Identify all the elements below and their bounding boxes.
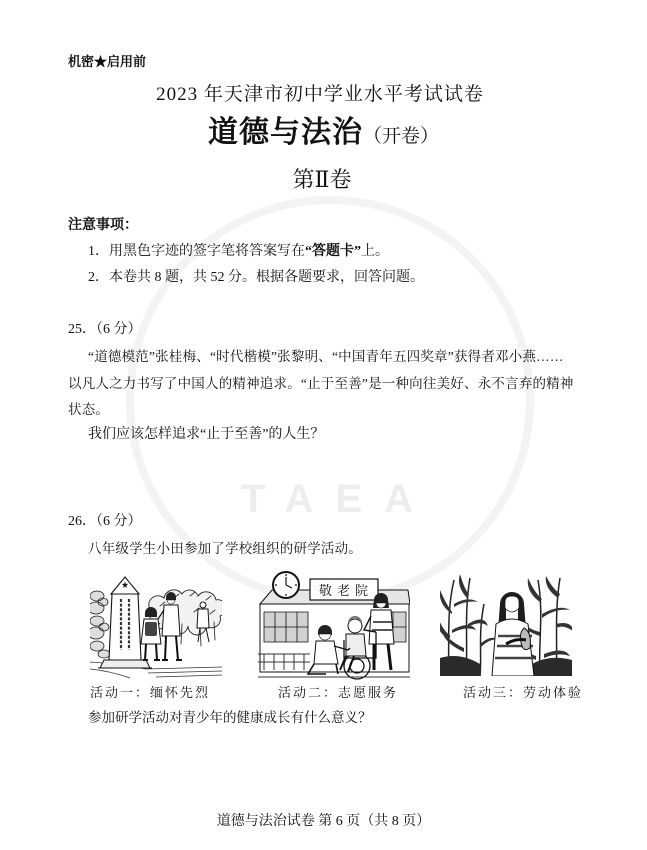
volume-title: 第Ⅱ卷 bbox=[292, 167, 352, 192]
question-25-material-line: 以凡人之力书写了中国人的精神追求。“止于至善”是一种向往美好、永不言弃的精神 bbox=[68, 376, 574, 391]
question-25-material-line: “道德模范”张桂梅、“时代楷模”张黎明、“中国青年五四奖章”获得者邓小燕…… bbox=[88, 349, 564, 364]
illustration-labor-experience bbox=[440, 574, 572, 676]
activity-caption-1: 活动一：缅怀先烈 bbox=[90, 685, 211, 700]
teacher-legs bbox=[162, 636, 182, 660]
watermark-ring bbox=[130, 200, 530, 600]
page-footer: 道德与法治试卷 第 6 页（共 8 页） bbox=[216, 814, 431, 829]
confidential-mark: 机密★启用前 bbox=[68, 54, 147, 69]
teacher-body bbox=[162, 605, 180, 636]
volunteer-boy-body bbox=[314, 641, 338, 664]
subject-title bbox=[0, 117, 647, 155]
question-26-prompt: 参加研学活动对青少年的健康成长有什么意义？ bbox=[88, 710, 372, 725]
answer-card-emphasis: “答题卡” bbox=[305, 244, 361, 259]
activity-caption-3: 活动三：劳动体验 bbox=[463, 685, 584, 700]
notice-item-1-text: 1．用黑色字迹的签字笔将答案写在 bbox=[88, 244, 305, 259]
trees bbox=[149, 590, 222, 635]
monument bbox=[109, 577, 141, 660]
question-25-prompt: 我们应该怎样追求“止于至善”的人生？ bbox=[88, 427, 325, 442]
notice-item-1-end: 上。 bbox=[361, 244, 389, 259]
nursing-home-sign-text: 敬老院 bbox=[318, 583, 374, 598]
student-legs bbox=[143, 644, 160, 660]
student-girl-face bbox=[505, 596, 519, 612]
student-backpack bbox=[145, 622, 157, 636]
subject-note: （开卷） bbox=[362, 126, 439, 147]
question-25-material-line: 状态。 bbox=[68, 402, 110, 417]
watermark-text: TAEA bbox=[241, 477, 435, 521]
illustration-commemorate-martyrs bbox=[90, 572, 222, 680]
question-26-number: 26．（6 分） bbox=[68, 514, 142, 529]
question-26-material: 八年级学生小田参加了学校组织的研学活动。 bbox=[88, 541, 362, 556]
exam-title: 2023 年天津市初中学业水平考试试卷 bbox=[156, 84, 484, 105]
notice-heading: 注意事项： bbox=[68, 218, 138, 233]
notice-item-2: 2．本卷共 8 题，共 52 分。根据各题要求，回答问题。 bbox=[88, 270, 424, 285]
monument-base bbox=[98, 660, 152, 668]
question-25-number: 25．（6 分） bbox=[68, 322, 142, 337]
subject-name: 道德与法治 bbox=[207, 116, 363, 149]
stone-wall bbox=[90, 591, 110, 658]
notice-item-1 bbox=[88, 244, 389, 260]
illustration-volunteer-service bbox=[258, 570, 410, 680]
elderly-man-body bbox=[346, 634, 366, 656]
activity-caption-2: 活动二：志愿服务 bbox=[278, 685, 399, 700]
volunteer-woman-body bbox=[369, 610, 394, 644]
